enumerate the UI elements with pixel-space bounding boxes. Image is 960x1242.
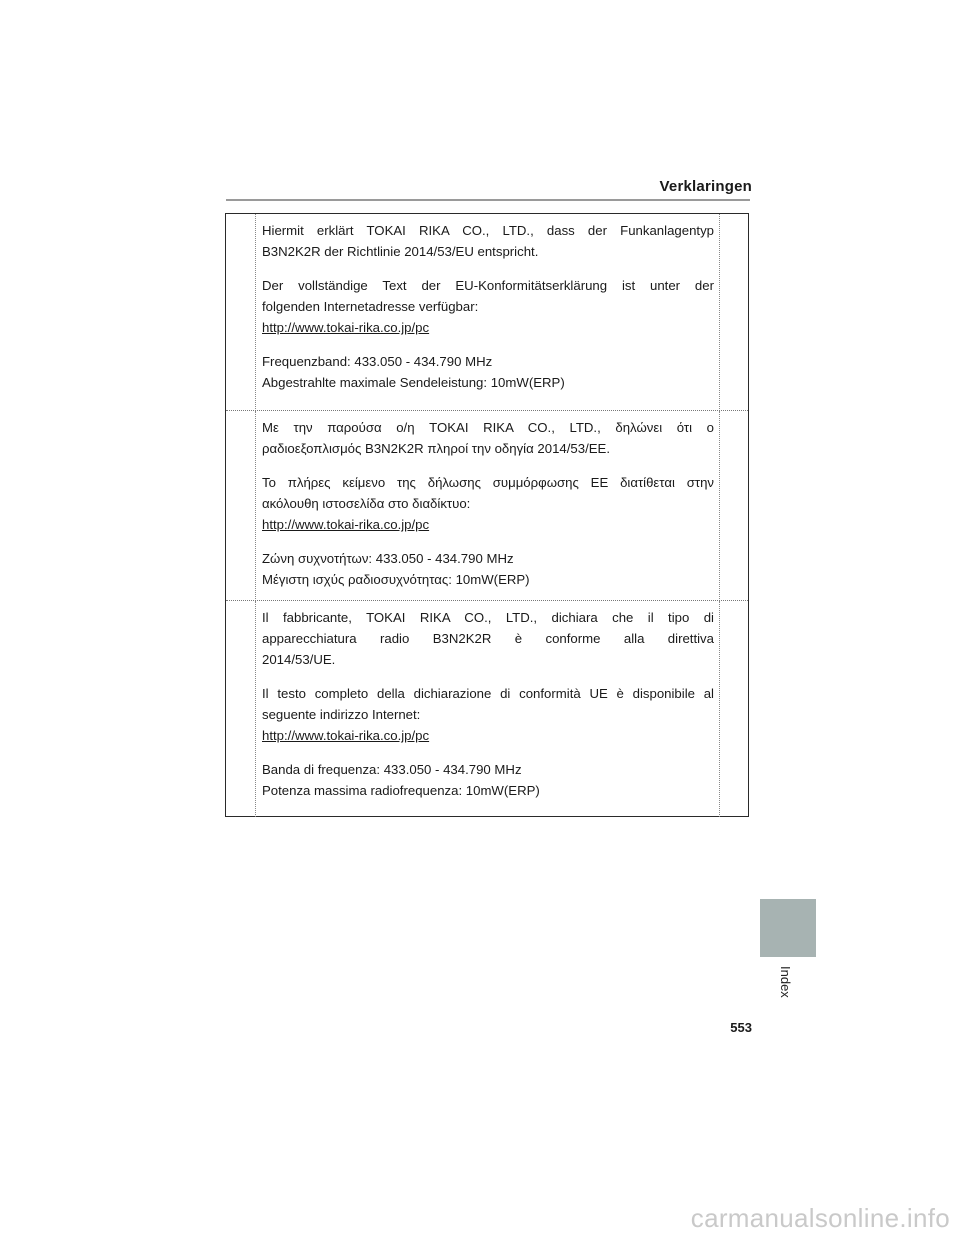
italian-conformity-paragraph xyxy=(262,607,714,670)
text-line: Abgestrahlte maximale Sendeleistung: 10mW(ERP) xyxy=(262,375,565,390)
text-line: seguente indirizzo Internet: xyxy=(262,707,421,722)
declaration-greek xyxy=(255,411,720,601)
text-line: ακόλουθη ιστοσελίδα στο διαδίκτυο: xyxy=(262,496,471,511)
german-frequency-paragraph xyxy=(262,351,714,393)
german-fulltext-paragraph xyxy=(262,275,714,338)
text-line: Μέγιστη ισχύς ραδιοσυχνότητας: 10mW(ERP) xyxy=(262,572,530,587)
text-line: Banda di frequenza: 433.050 - 434.790 MHz xyxy=(262,762,522,777)
text-line: Potenza massima radiofrequenza: 10mW(ERP) xyxy=(262,783,540,798)
greek-url-link[interactable]: http://www.tokai-rika.co.jp/pc xyxy=(262,517,430,532)
text-line: Το πλήρες κείμενο της δήλωσης συμμόρφωσης ΕΕ διατίθεται στην xyxy=(262,475,714,490)
text-line: 2014/53/UE. xyxy=(262,652,336,667)
text-line: ραδιοεξοπλισμός B3N2K2R πληροί την οδηγία 2014/53/ΕΕ. xyxy=(262,441,610,456)
text-line: Hiermit erklärt TOKAI RIKA CO., LTD., dass der Funkanlagentyp xyxy=(262,223,714,238)
text-line: Il testo completo della dichiarazione di conformità UE è disponibile al xyxy=(262,686,714,701)
italian-fulltext-paragraph xyxy=(262,683,714,746)
declaration-box xyxy=(225,213,749,817)
declaration-italian xyxy=(255,601,720,817)
index-tab[interactable] xyxy=(760,899,816,957)
german-url-link[interactable]: http://www.tokai-rika.co.jp/pc xyxy=(262,320,430,335)
index-tab-label: Index xyxy=(778,966,793,998)
section-title: Verklaringen xyxy=(659,178,752,195)
italian-frequency-paragraph xyxy=(262,759,714,801)
text-line: folgenden Internetadresse verfügbar: xyxy=(262,299,479,314)
italian-url-link[interactable]: http://www.tokai-rika.co.jp/pc xyxy=(262,728,430,743)
german-conformity-paragraph xyxy=(262,220,714,262)
text-line: Frequenzband: 433.050 - 434.790 MHz xyxy=(262,354,493,369)
text-line: Με την παρούσα ο/η TOKAI RIKA CO., LTD., δηλώνει ότι ο xyxy=(262,420,714,435)
text-line: Il fabbricante, TOKAI RIKA CO., LTD., dichiara che il tipo di xyxy=(262,610,714,625)
header-divider xyxy=(226,199,750,201)
page-number: 553 xyxy=(730,1020,752,1035)
text-line: apparecchiatura radio B3N2K2R è conforme alla direttiva xyxy=(262,631,714,646)
text-line: Der vollständige Text der EU-Konformitätserklärung ist unter der xyxy=(262,278,714,293)
text-line: B3N2K2R der Richtlinie 2014/53/EU entspricht. xyxy=(262,244,539,259)
greek-fulltext-paragraph xyxy=(262,472,714,535)
text-line: Ζώνη συχνοτήτων: 433.050 - 434.790 MHz xyxy=(262,551,514,566)
greek-frequency-paragraph xyxy=(262,548,714,590)
declaration-german xyxy=(255,214,720,411)
greek-conformity-paragraph xyxy=(262,417,714,459)
watermark: carmanualsonline.info xyxy=(690,1203,950,1233)
